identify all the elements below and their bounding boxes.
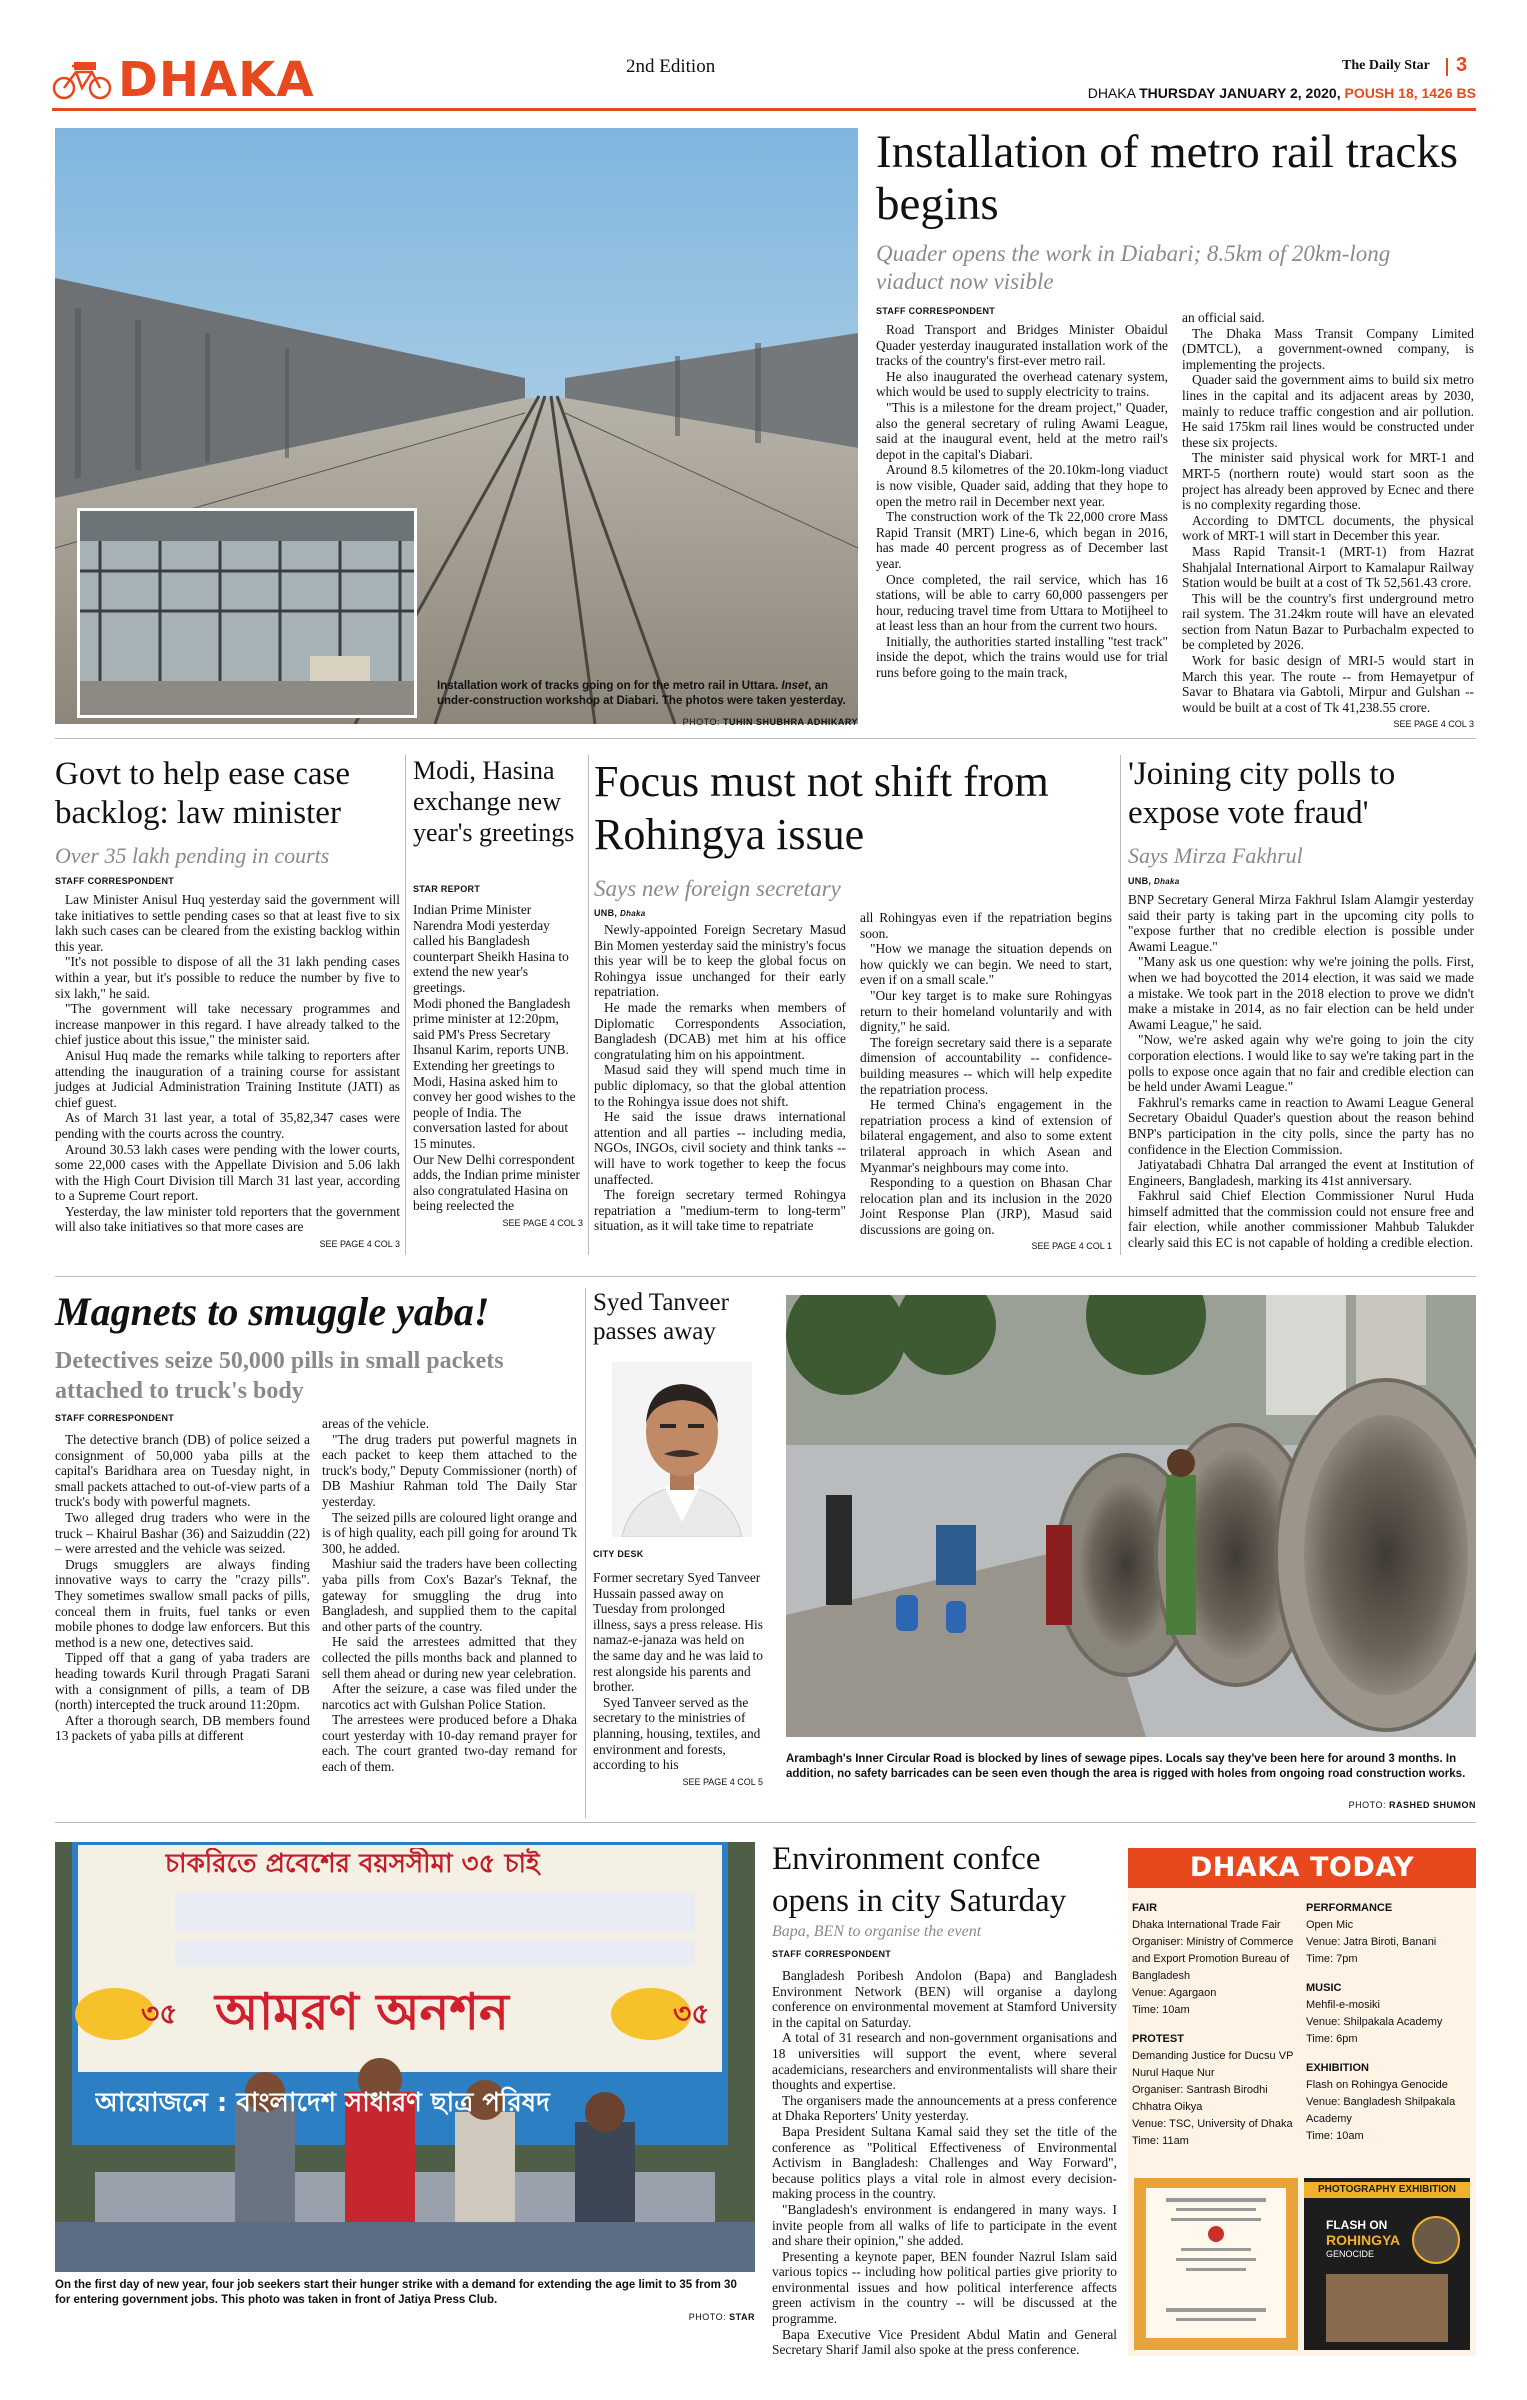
backlog-para: As of March 31 last year, a total of 35,82,347 cases were pending with the courts across the country. [55, 1110, 400, 1141]
pipes-credit [1176, 1800, 1476, 1810]
event-line: Chhatra Oikya [1132, 2101, 1203, 2113]
poster-genocide: GENOCIDE [1326, 2249, 1375, 2259]
backlog-para: Law Minister Anisul Huq yesterday said the government will take initiatives to settle pending cases so that at least five to six lakh such cases can be cleared from the existing backlog within this year. [55, 892, 400, 954]
metro-para: Initially, the authorities started installing "test track" inside the depot, which the trains would use for trial runs before going to the main track, [876, 633, 1168, 681]
environment-para: Bapa Executive Vice President Abdul Matin and General Secretary Sharif Jamil also spoke at the press conference. [772, 2326, 1117, 2358]
backlog-para: "It's not possible to dispose of all the 31 lakh pending cases within a year, but it's possible to reduce the number by five to six lakh," he said. [55, 954, 400, 1001]
backlog-para: "The government will take necessary programmes and increase manpower in this regard. I have already talked to the chief justice about this issue," the minister said. [55, 1001, 400, 1048]
metro-para: This will be the country's first underground metro rail system. The 31.24km route will have an elevated section from Natun Bazar to Purbachalm expected to be completed by 2026. [1182, 590, 1474, 653]
rule [55, 1276, 1476, 1277]
tanveer-byline: CITY DESK [593, 1549, 644, 1559]
pipes-credit-label: PHOTO: [1348, 1800, 1386, 1810]
fakhrul-body [1128, 892, 1474, 1251]
yaba-para: He said the arrestees admitted that they collected the pills months back and planned to sell them ahead or during new year celebration. [322, 1634, 577, 1681]
event-line: Time: 10am [1306, 2130, 1364, 2142]
yaba-para: The arrestees were produced before a Dhaka court yesterday with 10-day remand prayer for each. The court granted two-day remand for each of them. [322, 1712, 577, 1775]
banner-number-left: ৩৫ [141, 1997, 178, 2030]
poster-photo [1326, 2274, 1448, 2342]
hunger-strike-photo [55, 1842, 755, 2272]
yaba-col2 [322, 1416, 577, 1775]
environment-body [772, 1968, 1117, 2358]
fakhrul-deck: Says Mirza Fakhrul [1128, 843, 1303, 868]
metro-caption-inset: Inset [781, 680, 809, 692]
rohingya-byline-agency: UNB, [594, 908, 620, 918]
fair-poster-inner [1146, 2188, 1286, 2338]
event-line: Mehfil-e-mosiki [1306, 1999, 1380, 2011]
banner-number-right: ৩৫ [673, 1997, 710, 2030]
modi-byline: STAR REPORT [413, 884, 481, 894]
environment-byline: STAFF CORRESPONDENT [772, 1949, 892, 1959]
environment-para: "Bangladesh's environment is endangered in many ways. I invite people from all walks of life to participate in the event and share their opinion," she added. [772, 2201, 1117, 2249]
fakhrul-byline [1128, 876, 1180, 886]
yaba-para: "The drug traders put powerful magnets in each packet to keep them attached to the truck's body," Deputy Commissioner (north) of DB Mashiur Rahman told The Daily Star yesterday. [322, 1431, 577, 1509]
metro-headline: Installation of metro rail tracks begins [876, 126, 1459, 230]
hunger-credit [555, 2312, 755, 2322]
pipes-caption: Arambagh's Inner Circular Road is blocked by lines of sewage pipes. Locals say they've been here for around 3 months. In addition, no safety barricades can be seen even though the area is rigged with holes from ongoing road construction works. [786, 1753, 1466, 1780]
event-line: and Export Promotion Bureau of [1132, 1953, 1290, 1965]
backlog-para: Yesterday, the law minister told reporters that the government will also take initiatives so that more cases are [55, 1203, 400, 1235]
masthead-rule [52, 108, 1476, 111]
metro-para: Work for basic design of MRI-5 would start in March this year. The route -- from Hemayetpur of Savar to Bhatara via Gabtoli, Mirpur and Gulshan -- would be built at a cost of Tk 41,238.55 crore. [1182, 653, 1474, 715]
event-line: Organiser: Santrash Birodhi [1132, 2084, 1268, 2096]
event-line: Time: 6pm [1306, 2033, 1358, 2045]
dateline-city: DHAKA [1087, 85, 1136, 101]
event-line: Organiser: Ministry of Commerce [1132, 1936, 1294, 1948]
edition-label: 2nd Edition [626, 56, 716, 77]
hunger-credit-label: PHOTO: [688, 2312, 727, 2322]
metro-rail-photo [55, 128, 858, 724]
yaba-para: Mashiur said the traders have been collecting yaba pills from Cox's Bazar's Teknaf, the gateway for smuggling the drug into Bangladesh, and supplied them to the capital and other parts of the country. [322, 1556, 577, 1634]
dateline-date: THURSDAY JANUARY 2, 2020, [1139, 85, 1341, 101]
banner-top-text: চাকরিতে প্রবেশের বয়সসীমা ৩৫ চাই [165, 1849, 540, 1879]
modi-para: Extending her greetings to Modi, Hasina asked him to convey her good wishes to the people of India. The conversation lasted for about 15 minutes. [413, 1057, 576, 1151]
metro-byline: STAFF CORRESPONDENT [876, 306, 996, 316]
backlog-deck: Over 35 lakh pending in courts [55, 843, 330, 868]
backlog-body [55, 892, 400, 1253]
event-line: Open Mic [1306, 1919, 1354, 1931]
fakhrul-byline-city: Dhaka [1154, 877, 1180, 886]
poster-rohingya: ROHINGYA [1326, 2232, 1401, 2248]
metro-caption [437, 679, 857, 709]
event-line: Time: 10am [1132, 2004, 1190, 2016]
metro-caption-post: , an under-construction workshop at Diabari. The photos were taken yesterday. [437, 680, 846, 707]
metro-para: Road Transport and Bridges Minister Obaidul Quader yesterday inaugurated installation work of the tracks of the country's first-ever metro rail. [876, 322, 1168, 369]
modi-para: Our New Delhi correspondent adds, the Indian prime minister also congratulated Hasina on being reelected the [413, 1151, 580, 1214]
tanveer-headline: Syed Tanveer passes away [593, 1289, 729, 1345]
page-number: 3 [1456, 54, 1468, 76]
event-heading: MUSIC [1306, 1982, 1342, 1994]
fakhrul-headline: 'Joining city polls to expose vote fraud' [1128, 756, 1396, 831]
dhaka-today-left [1132, 1900, 1302, 2150]
metro-para: Once completed, the rail service, which has 16 stations, will be able to carry 60,000 passengers per hour, reducing travel time from Uttara to Motijheel to at least less than an hour from the current two hours. [876, 571, 1168, 634]
rohingya-para: "How we manage the situation depends on how quickly we can begin. We need to start, even if on a small scale." [860, 941, 1112, 988]
rohingya-byline [594, 908, 646, 918]
hunger-caption: On the first day of new year, four job seekers start their hunger strike with a demand for extending the age limit to 35 from 30 for entering government jobs. This photo was taken in front of Jatiya Press Club. [55, 2279, 737, 2306]
poster-flash: FLASH ON [1326, 2218, 1388, 2232]
yaba-para: After a thorough search, DB members found 13 packets of yaba pills at different [55, 1712, 310, 1744]
modi-see-page[interactable]: SEE PAGE 4 COL 3 [502, 1217, 583, 1228]
dhaka-today-right [1306, 1900, 1474, 2145]
metro-caption-pre: Installation work of tracks going on for the metro rail in Uttara. [437, 680, 782, 692]
exhibition-poster [1304, 2178, 1470, 2350]
sewage-pipes-photo [786, 1295, 1476, 1737]
fakhrul-para: "Now, we're asked again why we're going to join the city corporation elections. I would like to say we're taking part in the polls to expose once again that no fair and credible election can be held under Awami League." [1128, 1032, 1474, 1095]
metro-credit [560, 717, 858, 727]
fakhrul-para: Jatiyatabadi Chhatra Dal arranged the event at Institution of Engineers, Bangladesh, marking its 41st anniversary. [1128, 1157, 1474, 1188]
rohingya-para: Responding to a question on Bhasan Char relocation plan and its inclusion in the 2020 Joint Response Plan (JRP), Masud said discussions are going on. [860, 1175, 1112, 1237]
environment-headline: Environment confce opens in city Saturday [772, 1841, 1067, 1919]
event-line: Venue: TSC, University of Dhaka [1132, 2118, 1293, 2130]
metro-deck: Quader opens the work in Diabari; 8.5km of 20km-long viaduct now visible [876, 241, 1391, 294]
environment-para: A total of 31 research and non-government organisations and 18 universities will support the event, where several academicians, researchers and environmentalists will share their thoughts and expertise. [772, 2030, 1117, 2093]
environment-para: Bapa President Sultana Kamal said they set the title of the conference as "Political Effectiveness of Environmental Activism in Bangladesh: Challenges and Way Forward", because politics plays a vital role in almost every decision-making process in the country. [772, 2123, 1117, 2202]
section-title: DHAKA [118, 52, 315, 108]
tanveer-see-page[interactable]: SEE PAGE 4 COL 5 [682, 1776, 763, 1787]
metro-para: Quader said the government aims to build six metro lines in the capital and its adjacent areas by 2030, mainly to reduce traffic congestion and air pollution. He said 175km rail lines would be constructed under these six projects. [1182, 372, 1474, 450]
fakhrul-para: Fakhrul's remarks came in reaction to Awami League General Secretary Obaidul Quader's question about the reason behind BNP's participation in the city polls, since the party has no confidence in the Election Commission. [1128, 1094, 1474, 1157]
tanveer-para: Syed Tanveer served as the secretary to the ministries of planning, housing, textiles, and environment and forests, according to his [593, 1694, 761, 1773]
rohingya-col2 [860, 910, 1112, 1255]
rohingya-para: The foreign secretary termed Rohingya repatriation a "medium-term to long-term" situation, as it will take time to repatriate [594, 1187, 846, 1234]
tanveer-para: Former secretary Syed Tanveer Hussain passed away on Tuesday from prolonged illness, says a press release. His namaz-e-janaza was held on the same day and he was laid to rest alongside his parents and brother. [593, 1570, 763, 1695]
rohingya-headline: Focus must not shift from Rohingya issue [594, 757, 1049, 859]
rohingya-para: "Our key target is to make sure Rohingyas return to their homeland voluntarily and with dignity," he said. [860, 987, 1112, 1035]
fakhrul-byline-agency: UNB, [1128, 876, 1154, 886]
poster-title: PHOTOGRAPHY EXHIBITION [1304, 2182, 1470, 2198]
yaba-headline: Magnets to smuggle yaba! [55, 1289, 490, 1334]
backlog-headline: Govt to help ease case backlog: law minister [55, 756, 351, 831]
yaba-para: Two alleged drug traders who were in the truck – Khairul Bashar (36) and Saizuddin (22) – were arrested and the vehicle was seized. [55, 1509, 310, 1557]
yaba-col1 [55, 1432, 310, 1744]
banner-organiser-text: আয়োজনে : বাংলাদেশ সাধারণ ছাত্র পরিষদ [95, 2088, 550, 2118]
event-line: Academy [1306, 2113, 1352, 2125]
event-line: Dhaka International Trade Fair [1132, 1919, 1281, 1931]
event-line: Venue: Bangladesh Shilpakala [1306, 2096, 1456, 2108]
rohingya-para: Masud said they will spend much time in public diplomacy, so that the global attention to the Rohingya issue does not shift. [594, 1062, 846, 1109]
event-line: Time: 7pm [1306, 1953, 1358, 1965]
event-line: Venue: Shilpakala Academy [1306, 2016, 1443, 2028]
fakhrul-para: "Many ask us one question: why we're joining the polls. First, when we had boycotted the 2014 election, it was said we made a mistake. We took part in the 2018 election to prove we didn't make a mistake in 2014, as no fair election can be held under Awami League," he said. [1128, 954, 1474, 1032]
page-divider [1446, 58, 1448, 76]
metro-col2 [1182, 310, 1474, 733]
inset-workshop-photo [77, 508, 417, 718]
yaba-para: areas of the vehicle. [322, 1416, 430, 1431]
fakhrul-para: BNP Secretary General Mirza Fakhrul Islam Alamgir yesterday said their party is taking part in the upcoming city polls to "expose further that no credible election is possible under Awami League." [1128, 892, 1474, 954]
environment-para: Bangladesh Poribesh Andolon (Bapa) and Bangladesh Environment Network (BEN) will organise a daylong conference on environmental movement at Stamford University in the capital on Saturday. [772, 1968, 1117, 2030]
event-heading: EXHIBITION [1306, 2062, 1369, 2074]
metro-para: "This is a milestone for the dream project," Quader, also the general secretary of ruling Awami League, said at the inaugural event, held at the metro rail's depot in the capital's Diabari. [876, 399, 1168, 462]
event-heading: PERFORMANCE [1306, 1902, 1393, 1914]
metro-para: The Dhaka Mass Transit Company Limited (DMTCL), a government-owned company, is implementing the projects. [1182, 325, 1474, 372]
metro-credit-label: PHOTO: [682, 717, 720, 727]
dateline-bangla: POUSH 18, 1426 BS [1344, 85, 1476, 101]
yaba-para: The seized pills are coloured light orange and is of high quality, each pill going for around Tk 300, he added. [322, 1509, 577, 1556]
dhaka-today-title: DHAKA TODAY [1128, 1848, 1476, 1888]
yaba-deck: Detectives seize 50,000 pills in small packets attached to truck's body [55, 1348, 504, 1404]
hunger-credit-name: STAR [729, 2312, 755, 2322]
rohingya-para: He termed China's engagement in the repatriation process a kind of extension of bilateral engagement, and also to some extent trilateral approach in which Asean and Myanmar's neighbours may come into. [860, 1097, 1112, 1175]
rohingya-para: all Rohingyas even if the repatriation begins soon. [860, 910, 1112, 941]
event-line: Time: 11am [1132, 2135, 1189, 2147]
modi-para: Modi phoned the Bangladesh prime minister at 12:20pm, said PM's Press Secretary Ihsanul Karim, reports UNB. [413, 995, 571, 1058]
event-line: Venue: Agargaon [1132, 1987, 1217, 1999]
event-line: Nurul Haque Nur [1132, 2067, 1215, 2079]
rule [405, 755, 406, 1255]
rohingya-para: He said the issue draws international attention and all parties -- including media, NGOs, INGOs, civil society and think tanks -- will have to work together to keep the focus unaffected. [594, 1109, 846, 1187]
yaba-para: The detective branch (DB) of police seized a consignment of 50,000 yaba pills at the capital's Baridhara area on Tuesday night, in small packets attached to out-of-view parts of a truck's body with powerful magnets. [55, 1432, 310, 1510]
modi-body [413, 902, 583, 1231]
environment-para: Presenting a keynote paper, BEN founder Nazrul Islam said various topics -- including how political parties give priority to environmental issues and how political interference affects green activism in the country -- will be discussed at the programme. [772, 2248, 1117, 2327]
banner-main-text: আমরণ অনশন [215, 1983, 509, 2041]
tanveer-body [593, 1570, 763, 1790]
event-line: Venue: Jatra Biroti, Banani [1306, 1936, 1437, 1948]
metro-para: The construction work of the Tk 22,000 crore Mass Rapid Transit (MRT) Line-6, which began in 2016, has made 40 percent progress as of December last year. [876, 509, 1168, 571]
modi-headline: Modi, Hasina exchange new year's greetings [413, 756, 575, 847]
metro-para: an official said. [1182, 310, 1265, 325]
yaba-byline: STAFF CORRESPONDENT [55, 1413, 175, 1423]
metro-para: Mass Rapid Transit-1 (MRT-1) from Hazrat Shahjalal International Airport to Kamalapur Railway Station would be built at a cost of Tk 52,561.43 crore. [1182, 543, 1474, 591]
bicycle-icon [52, 60, 114, 100]
metro-col1 [876, 322, 1168, 681]
metro-para: The minister said physical work for MRT-1 and MRT-5 (northern route) would start soon as the project has already been approved by Ecnec and there is no complexity regarding those. [1182, 450, 1474, 513]
backlog-para: Anisul Huq made the remarks while talking to reporters after attending the inauguration of a training course for assistant judges at Judicial Administration Training Institute (JATI) as chief guest. [55, 1047, 400, 1110]
rohingya-para: The foreign secretary said there is a separate dimension of accountability -- confidence-building measures -- which will help expedite the repatriation process. [860, 1034, 1112, 1097]
rule [55, 738, 1476, 739]
rule [1120, 755, 1121, 1255]
metro-para: Around 8.5 kilometres of the 20.10km-long viaduct is now visible, Quader said, adding that they hope to open the metro rail in December next year. [876, 462, 1168, 509]
masthead [52, 50, 1476, 108]
tanveer-portrait [612, 1362, 752, 1537]
backlog-byline: STAFF CORRESPONDENT [55, 876, 175, 886]
yaba-para: Tipped off that a gang of yaba traders are heading towards Kuril through Pragati Sarani with a consignment of pills, a team of DB (north) intercepted the truck around 11:20pm. [55, 1650, 310, 1713]
environment-para: The organisers made the announcements at a press conference at Dhaka Reporters' Unity yesterday. [772, 2092, 1117, 2124]
metro-para: He also inaugurated the overhead catenary system, which would be used to supply electricity to trains. [876, 368, 1168, 400]
event-line: Flash on Rohingya Genocide [1306, 2079, 1448, 2091]
metro-para: According to DMTCL documents, the physical work of MRT-1 will start in December this year. [1182, 512, 1474, 544]
rohingya-see-page[interactable]: SEE PAGE 4 COL 1 [1031, 1241, 1112, 1252]
backlog-para: Around 30.53 lakh cases were pending with the lower courts, some 22,000 cases with the Appellate Division and 5.06 lakh with the High Court Division till March 31 last year, according to a Supreme Court report. [55, 1141, 400, 1204]
rohingya-col1 [594, 922, 846, 1234]
environment-deck: Bapa, BEN to organise the event [772, 1923, 982, 1940]
modi-para: Indian Prime Minister Narendra Modi yesterday called his Bangladesh counterpart Sheikh Hasina to extend the new year's greetings. [413, 902, 569, 995]
rohingya-byline-city: Dhaka [620, 909, 646, 918]
metro-see-page[interactable]: SEE PAGE 4 COL 3 [1393, 719, 1474, 730]
event-heading: FAIR [1132, 1902, 1158, 1914]
rohingya-para: Newly-appointed Foreign Secretary Masud Bin Momen yesterday said the ministry's focus this year will be to keep the global focus on Rohingya issue unchanged for their early repatriation. [594, 922, 846, 1000]
dhaka-today-box [1128, 1848, 1476, 2356]
yaba-para: After the seizure, a case was filed under the narcotics act with Gulshan Police Station. [322, 1681, 577, 1712]
fakhrul-para: Fakhrul said Chief Election Commissioner Nurul Huda himself admitted that the commission could not ensure free and fair election, while another commissioner Mahbub Talukder clearly said this EC is not capable of holding a credible election. [1128, 1188, 1474, 1251]
backlog-see-page[interactable]: SEE PAGE 4 COL 3 [319, 1239, 400, 1250]
rule [55, 1822, 1476, 1823]
rohingya-deck: Says new foreign secretary [594, 876, 841, 901]
event-heading: PROTEST [1132, 2033, 1184, 2045]
event-line: Bangladesh [1132, 1970, 1191, 1982]
pipes-credit-name: RASHED SHUMON [1388, 1800, 1476, 1810]
poster-photo-circle [1412, 2216, 1460, 2264]
paper-logo: The Daily Star [1342, 58, 1430, 73]
rohingya-para: He made the remarks when members of Diplomatic Correspondents Association, Bangladesh (DCAB) met him at his office congratulating him on his appointment. [594, 999, 846, 1062]
yaba-para: Drugs smugglers are always finding innovative ways to carry the "crazy pills". They sometimes swallow small packs of pills, conceal them in fruits, fuel tanks or even mobile phones to dodge law enforcers. But this method is a new one, detectives said. [55, 1556, 310, 1650]
dateline [1088, 84, 1476, 102]
rule [588, 755, 589, 1255]
fair-poster [1134, 2178, 1298, 2350]
rule [585, 1288, 586, 1818]
event-line: Demanding Justice for Ducsu VP [1132, 2050, 1294, 2062]
metro-credit-name: TUHIN SHUBHRA ADHIKARY [723, 717, 858, 727]
